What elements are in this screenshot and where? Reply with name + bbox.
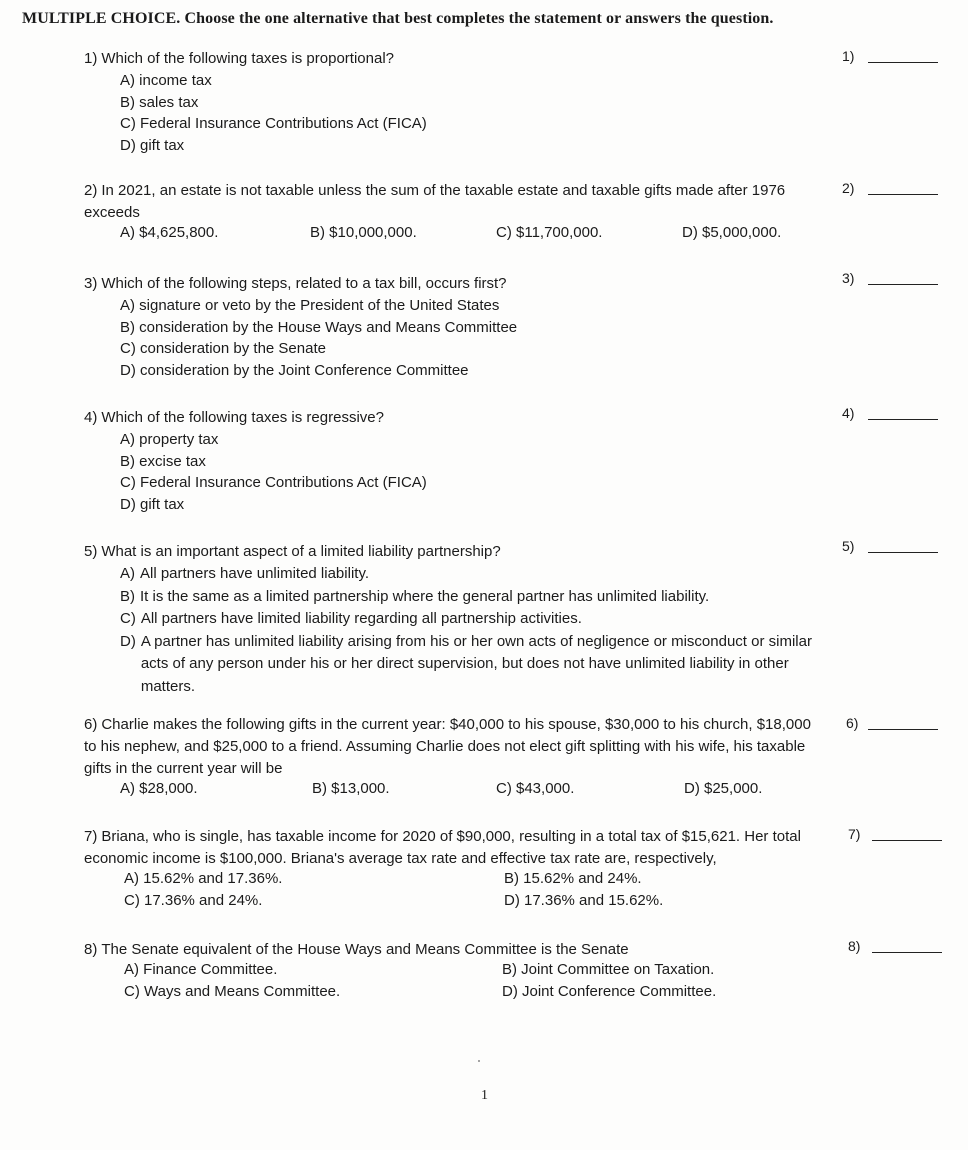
choice-b [120,586,834,609]
question-1 [84,48,844,156]
question-stem [84,541,834,563]
answer-blank[interactable] [872,840,942,841]
question-number: 4) [84,409,98,426]
choice-list [120,429,844,515]
choice-row [124,961,844,983]
answer-blank[interactable] [868,729,938,730]
question-number: 8) [84,941,98,958]
choice-a: A) property tax [120,431,219,448]
page-number: 1 [481,1088,488,1103]
question-text: What is an important aspect of a limited liability partnership? [101,543,501,560]
choice-text: All partners have limited liability regarding all partnership activities. [140,610,582,627]
choice-d: D) gift tax [120,136,185,154]
choice-c: C) Federal Insurance Contributions Act (FICA) [120,115,427,132]
choice-row [124,892,829,914]
answer-number: 3) [842,270,855,286]
choice-d: D) consideration by the Joint Conference Committee [120,361,469,379]
choice-text: A partner has unlimited liability arising from his or her own acts of negligence or misconduct or similar acts of any person under his or her direct supervision, but does not have unlimited liability in other matters. [140,632,812,695]
choice-b: B) $13,000. [312,780,390,797]
answer-blank[interactable] [868,419,938,420]
choice-letter: D) [120,632,136,650]
choice-d: D) $25,000. [684,780,763,797]
question-stem [84,939,844,961]
question-stem [84,714,819,780]
choice-b: B) sales tax [120,93,199,111]
choice-row [124,983,844,1005]
question-number: 5) [84,543,98,560]
choice-list [120,70,844,156]
choice-row [124,870,829,892]
question-text: The Senate equivalent of the House Ways and Means Committee is the Senate [101,941,629,958]
choice-a: A) Finance Committee. [124,961,278,978]
choice-c: C) Federal Insurance Contributions Act (FICA) [120,474,427,491]
choice-b: B) $10,000,000. [310,224,417,241]
choice-d: D) 17.36% and 15.62%. [504,892,664,909]
choice-a: A) signature or veto by the President of the United States [120,297,500,314]
choice-row [120,224,804,246]
choice-c: C) $11,700,000. [496,224,603,241]
choice-c: C) Ways and Means Committee. [124,983,341,1000]
question-number: 3) [84,275,98,292]
choice-a: A) $4,625,800. [120,224,219,241]
question-text: Briana, who is single, has taxable income for 2020 of $90,000, resulting in a total tax of $15,621. Her total economic income is $100,000. Briana's average tax rate and effective tax rate are, respectively, [84,828,801,867]
question-number: 2) [84,182,98,199]
choice-letter: C) [120,610,136,627]
choice-d: D) $5,000,000. [682,224,782,241]
question-text: Charlie makes the following gifts in the current year: $40,000 to his spouse, $30,000 to his church, $18,000 to his nephew, and $25,000 to a friend. Assuming Charlie does not elect gift splitting with his wife, his taxable gifts in the current year will be [84,716,811,777]
question-7 [84,826,829,914]
question-stem [84,180,804,224]
answer-blank[interactable] [872,952,942,953]
question-text: In 2021, an estate is not taxable unless the sum of the taxable estate and taxable gifts made after 1976 exceeds [84,182,786,221]
answer-slot-3[interactable] [842,270,942,292]
choice-c [120,608,834,631]
question-text: Which of the following steps, related to a tax bill, occurs first? [101,275,507,292]
choice-text: All partners have unlimited liability. [140,565,369,582]
answer-number: 6) [846,715,859,731]
choice-b: B) consideration by the House Ways and Means Committee [120,318,518,336]
answer-slot-2[interactable] [842,180,942,202]
question-stem [84,48,844,70]
question-stem [84,407,844,429]
answer-blank[interactable] [868,62,938,63]
choice-c: C) 17.36% and 24%. [124,892,263,909]
answer-number: 5) [842,538,855,554]
question-8 [84,939,844,1005]
scan-speck [478,1060,480,1062]
answer-slot-7[interactable] [842,826,942,848]
choice-d: D) gift tax [120,495,185,513]
choice-letter: A) [120,565,135,582]
choice-b: B) excise tax [120,452,206,470]
choice-row [120,780,819,802]
choice-list [120,563,834,698]
choice-d: D) Joint Conference Committee. [502,983,717,1000]
question-text: Which of the following taxes is proportional? [101,50,394,67]
question-5 [84,541,834,698]
choice-a: A) 15.62% and 17.36%. [124,870,283,887]
answer-slot-8[interactable] [842,938,942,960]
question-number: 1) [84,50,98,67]
choice-c: C) consideration by the Senate [120,340,326,357]
question-text: Which of the following taxes is regressive? [101,409,384,426]
question-stem [84,273,844,295]
choice-a: A) income tax [120,72,212,89]
answer-slot-6[interactable] [842,715,942,737]
choice-a [120,563,834,586]
answer-number: 8) [848,938,861,954]
answer-blank[interactable] [868,284,938,285]
question-4 [84,407,844,515]
answer-number: 1) [842,48,855,64]
question-2 [84,180,804,246]
choice-a: A) $28,000. [120,780,198,797]
question-number: 7) [84,828,98,845]
question-number: 6) [84,716,98,733]
choice-b: B) 15.62% and 24%. [504,870,642,887]
choice-b: B) Joint Committee on Taxation. [502,961,715,978]
answer-blank[interactable] [868,194,938,195]
answer-number: 7) [848,826,861,842]
answer-number: 2) [842,180,855,196]
answer-slot-4[interactable] [842,405,942,427]
choice-d [120,631,834,699]
choice-letter: B) [120,587,135,605]
question-6 [84,714,819,802]
choice-c: C) $43,000. [496,780,575,797]
section-header: MULTIPLE CHOICE. Choose the one alternative that best completes the statement or answers the question. [22,10,774,27]
answer-slot-1[interactable] [842,48,942,70]
question-stem [84,826,829,870]
answer-number: 4) [842,405,855,421]
answer-blank[interactable] [868,552,938,553]
answer-slot-5[interactable] [842,538,942,560]
choice-list [120,295,844,381]
question-3 [84,273,844,381]
choice-text: It is the same as a limited partnership where the general partner has unlimited liability. [140,587,710,605]
